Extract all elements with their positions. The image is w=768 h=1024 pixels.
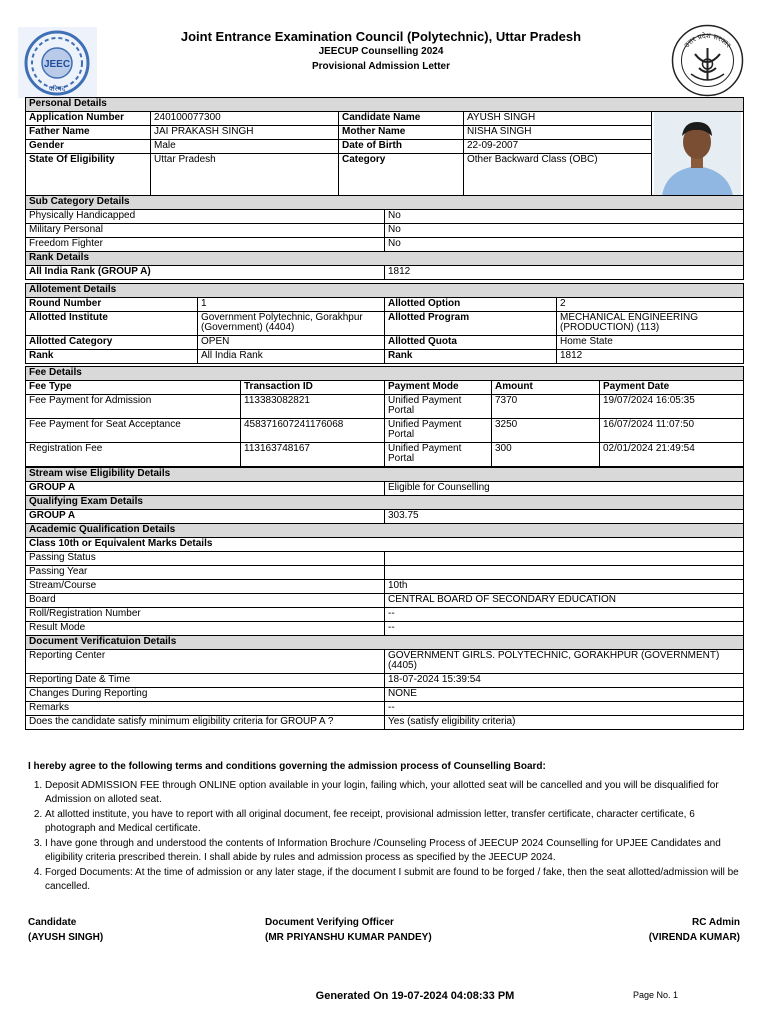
subcategory-table [25,195,744,280]
application-number: 240100077300 [151,112,339,126]
payment-mode: Unified Payment Portal [385,443,492,467]
section-heading: Stream wise Eligibility Details [26,468,744,482]
section-heading: Fee Details [26,367,744,381]
column-header: Fee Type [26,381,241,395]
section-heading: Personal Details [26,98,744,112]
signatory-name: (AYUSH SINGH) [28,932,104,943]
allotted-institute: Government Polytechnic, Gorakhpur (Government) (4404) [198,312,385,336]
field-label: Does the candidate satisfy minimum eligibility criteria for GROUP A ? [26,716,385,730]
field-value [385,552,744,566]
field-value: -- [385,608,744,622]
counselling-subtitle: JEECUP Counselling 2024 [318,46,444,57]
field-label: Passing Year [26,566,385,580]
field-label: Allotted Quota [385,336,557,350]
payment-mode: Unified Payment Portal [385,419,492,443]
candidate-name: AYUSH SINGH [464,112,652,126]
field-label: All India Rank (GROUP A) [26,266,385,280]
amount: 300 [492,443,600,467]
remarks-value: -- [385,702,744,716]
amount: 3250 [492,419,600,443]
field-label: Allotted Institute [26,312,198,336]
council-title: Joint Entrance Examination Council (Polytechnic), Uttar Pradesh [180,29,582,44]
field-value: -- [385,622,744,636]
terms-and-conditions [28,760,743,895]
stream-eligibility: Eligible for Counselling [385,482,744,496]
signatory-name: (VIRENDA KUMAR) [648,932,740,943]
field-label: Changes During Reporting [26,688,385,702]
term-item: 2. At allotted institute, you have to report with all original document, fee receipt, provisional admission letter, transfer certificate, character certificate, 6 photograph and Medical certificate. [45,808,743,837]
term-item: 1. Deposit ADMISSION FEE through ONLINE option available in your login, failing which, your allotted seat will be cancelled and you will be disqualified for Admission on alloted seat. [45,779,743,808]
payment-date: 02/01/2024 21:49:54 [600,443,744,467]
sub-section-heading: Class 10th or Equivalent Marks Details [26,538,744,552]
field-label: Date of Birth [339,140,464,154]
field-label: GROUP A [26,482,385,496]
field-value [385,566,744,580]
signatory-role: Candidate [28,917,77,928]
field-label: Physically Handicapped [26,210,385,224]
document-header [0,0,768,96]
father-name: JAI PRAKASH SINGH [151,126,339,140]
field-label: State Of Eligibility [26,154,151,197]
reporting-center: GOVERNMENT GIRLS. POLYTECHNIC, GORAKHPUR (GOVERNMENT) (4405) [385,650,744,674]
term-item: 3. I have gone through and understood the contents of Information Brochure /Counseling Process of JEECUP 2024 Counselling for UPJEE Candidates and eligibility criteria prescribed therein. I shall abide by rules and admission process as specified by the JEECUP 2024. [45,837,743,866]
field-label: Remarks [26,702,385,716]
section-heading: Academic Qualification Details [26,524,744,538]
field-label: Stream/Course [26,580,385,594]
field-label: Father Name [26,126,151,140]
category-value: Other Backward Class (OBC) [464,154,652,197]
candidate-signature-block [28,915,103,945]
fee-type: Fee Payment for Admission [26,395,241,419]
signatory-role: RC Admin [692,917,740,928]
transaction-id: 458371607241176068 [241,419,385,443]
field-label: Roll/Registration Number [26,608,385,622]
changes-value: NONE [385,688,744,702]
field-label: GROUP A [26,510,385,524]
signatory-role: Document Verifying Officer [265,917,394,928]
field-label: Passing Status [26,552,385,566]
field-label: Candidate Name [339,112,464,126]
gender-value: Male [151,140,339,154]
field-label: Application Number [26,112,151,126]
candidate-photo [654,112,741,196]
terms-list [28,779,743,895]
field-label: Board [26,594,385,608]
svg-text:उत्तर प्रदेश सरकार: उत्तर प्रदेश सरकार [682,31,733,50]
payment-date: 16/07/2024 11:07:50 [600,419,744,443]
field-label: Category [339,154,464,197]
field-value: No [385,224,744,238]
generated-timestamp: Generated On 19-07-2024 04:08:33 PM [315,990,515,1002]
reporting-date: 18-07-2024 15:39:54 [385,674,744,688]
personal-details-table [25,97,744,197]
transaction-id: 113163748167 [241,443,385,467]
payment-mode: Unified Payment Portal [385,395,492,419]
allotted-option: 2 [557,298,744,312]
allotment-rank: 1812 [557,350,744,364]
section-heading: Rank Details [26,252,744,266]
field-label: Mother Name [339,126,464,140]
section-heading: Document Verificatuion Details [26,636,744,650]
field-label: Allotted Category [26,336,198,350]
up-govt-seal [671,24,744,97]
transaction-id: 113383082821 [241,395,385,419]
field-label: Result Mode [26,622,385,636]
svg-text:JEEC: JEEC [43,59,71,70]
section-heading: Qualifying Exam Details [26,496,744,510]
field-value: CENTRAL BOARD OF SECONDARY EDUCATION [385,594,744,608]
photo-cell [652,112,744,197]
term-item: 4. Forged Documents: At the time of admission or any later stage, if the document I submit are found to be forged / fake, then the seat allotted/admission will be cancelled. [45,866,743,895]
column-header: Amount [492,381,600,395]
date-of-birth: 22-09-2007 [464,140,652,154]
page-number: Page No. 1 [633,990,679,1000]
fee-type: Fee Payment for Seat Acceptance [26,419,241,443]
field-value: 10th [385,580,744,594]
field-label: Gender [26,140,151,154]
allotted-category: OPEN [198,336,385,350]
criteria-value: Yes (satisfy eligibility criteria) [385,716,744,730]
letter-title: Provisional Admission Letter [312,61,450,72]
eligibility-table [25,467,744,730]
allotment-table [25,283,744,364]
admin-signature-block [649,915,740,945]
fee-type: Registration Fee [26,443,241,467]
mother-name: NISHA SINGH [464,126,652,140]
payment-date: 19/07/2024 16:05:35 [600,395,744,419]
column-header: Payment Mode [385,381,492,395]
field-label: Allotted Option [385,298,557,312]
all-india-rank: 1812 [385,266,744,280]
officer-signature-block [265,915,432,945]
table-row [26,395,744,419]
column-header: Payment Date [600,381,744,395]
section-heading: Allotement Details [26,284,744,298]
allotted-program: MECHANICAL ENGINEERING (PRODUCTION) (113) [557,312,744,336]
table-row [26,419,744,443]
field-label: Rank [385,350,557,364]
svg-text:परिषद: परिषद [48,85,66,93]
field-label: Reporting Date & Time [26,674,385,688]
fee-details-table [25,366,744,467]
state-of-eligibility: Uttar Pradesh [151,154,339,197]
exam-score: 303.75 [385,510,744,524]
signatory-name: (MR PRIYANSHU KUMAR PANDEY) [265,932,432,943]
field-label: Round Number [26,298,198,312]
field-label: Freedom Fighter [26,238,385,252]
field-label: Rank [26,350,198,364]
round-number: 1 [198,298,385,312]
column-header: Transaction ID [241,381,385,395]
field-label: Reporting Center [26,650,385,674]
field-value: No [385,238,744,252]
allotted-quota: Home State [557,336,744,350]
rank-type: All India Rank [198,350,385,364]
field-label: Allotted Program [385,312,557,336]
section-heading: Sub Category Details [26,196,744,210]
amount: 7370 [492,395,600,419]
table-row [26,443,744,467]
field-label: Military Personal [26,224,385,238]
terms-lead: I hereby agree to the following terms and conditions governing the admission process of Counselling Board: [28,761,546,772]
field-value: No [385,210,744,224]
